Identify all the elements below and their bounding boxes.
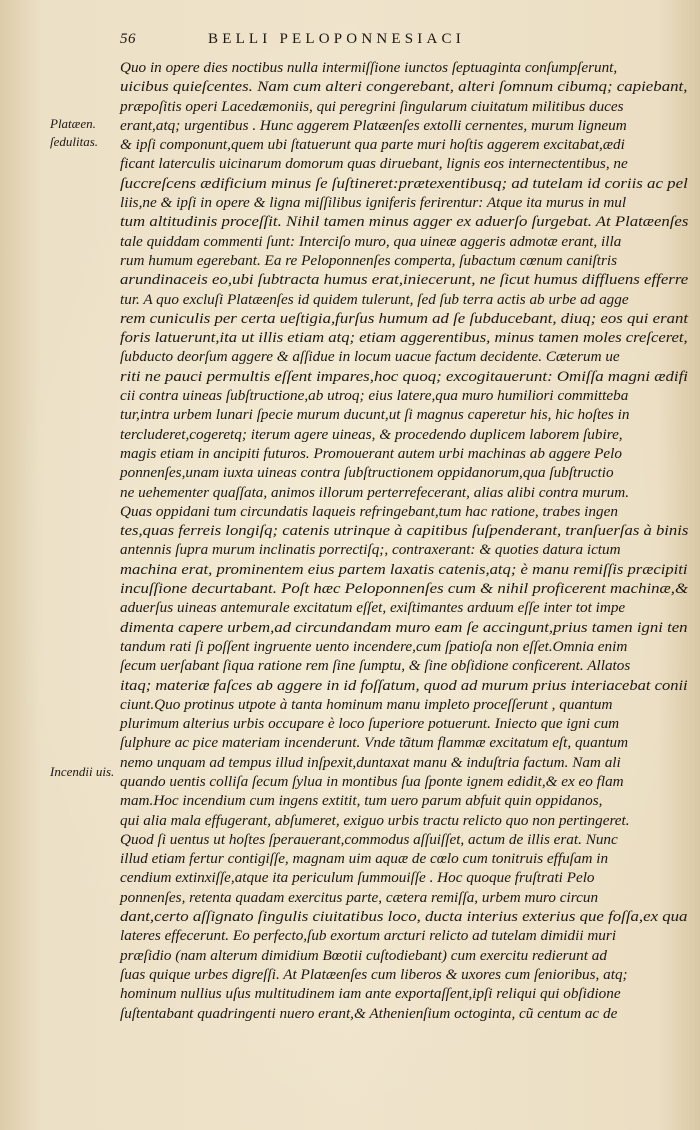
text-line: erant,atq; urgentibus . Hunc aggerem Platæenſes extolli cernentes, murum ligneum bbox=[120, 116, 627, 134]
text-line: præſidio (nam alterum dimidium Bœotii cuſtodiebant) cum exercitu redierunt ad bbox=[120, 946, 607, 964]
text-line: quando uentis colliſa ſecum ſylua in montibus ſua ſponte ignem edidit,& ex eo flam bbox=[120, 772, 624, 790]
text-line: foris latuerunt,ita ut illis etiam atq; etiam aggerentibus, minus tamen moles creſceret, bbox=[120, 329, 688, 347]
text-line: itaq; materiæ faſces ab aggere in id foſſatum, quod ad murum prius interiacebat conii bbox=[120, 676, 688, 694]
text-line: qui alia mala effugerant, abſumeret, exiguo urbis tractu relicto quo non pertingeret. bbox=[120, 811, 630, 829]
text-line: ſuas quique urbes digreſſi. At Platæenſes cum liberos & uxores cum ſenioribus, atq; bbox=[120, 965, 628, 983]
text-line: ſuſtentabant quadringenti nuero erant,& Athenienſium octoginta, cũ centum ac de bbox=[120, 1004, 618, 1022]
text-line: mam.Hoc incendium cum ingens extitit, tum uero parum abfuit quin oppidanos, bbox=[120, 792, 603, 810]
text-line: ſuccreſcens ædificium minus ſe ſuſtineret:prætexentibusq; ad tutelam id coriis ac pel bbox=[120, 174, 688, 192]
text-line: magis etiam in ancipiti futuros. Promouerant autem urbi machinas ab aggere Pelo bbox=[120, 444, 622, 462]
text-line: tur,intra urbem lunari ſpecie murum ducunt,ut ſi magnus caperetur his, hic hoſtes in bbox=[120, 406, 630, 424]
margin-note: Platæen. ſedulitas. bbox=[50, 116, 99, 149]
margin-note: Incendii uis. bbox=[50, 764, 115, 779]
text-line: Quas oppidani tum circundatis laqueis refringebant,tum hac ratione, trabes ingen bbox=[120, 502, 618, 520]
text-line: lateres effecerunt. Eo perfecto,ſub exortum arcturi relicto ad tutelam dimidii muri bbox=[120, 927, 617, 945]
text-line: Quo in opere dies noctibus nulla intermiſſione iunctos ſeptuaginta conſumpſerunt, bbox=[120, 59, 618, 76]
text-line: hominum nullius uſus multitudinem iam ante exportaſſent,ipſi reliqui qui obſidione bbox=[120, 985, 621, 1003]
text-line: tur. A quo excluſi Platæenſes id quidem tulerunt, ſed ſub terra actis ab urbe ad agge bbox=[120, 290, 629, 308]
text-line: antennis ſupra murum inclinatis porrectiſq;, contraxerant: & quoties datura ictum bbox=[120, 541, 621, 559]
text-line: illud etiam fertur contigiſſe, magnam uim aquæ de cœlo cum tonitruis effuſam in bbox=[120, 850, 609, 868]
text-line: Quod ſi uentus ut hoſtes ſperauerant,commodus aſſuiſſet, actum de illis erat. Nunc bbox=[120, 830, 618, 848]
page-header bbox=[120, 31, 688, 53]
text-line: præpoſitis operi Lacedæmoniis, qui peregrini ſingularum ciuitatum militibus duces bbox=[120, 97, 624, 115]
text-line: cii contra uineas ſubſtructione,ab utroq; eius latere,qua muro humiliori committeba bbox=[120, 387, 629, 405]
text-line: ſecum uerſabant ſiqua ratione rem ſine ſumptu, & ſine obſidione conficerent. Allatos bbox=[120, 657, 631, 675]
text-line: ne uehementer quaſſata, animos illorum perterrefecerant, alias alibi contra murum. bbox=[120, 483, 630, 501]
text-line: nemo unquam ad tempus illud inſpexit,duntaxat manu & induſtria factum. Nam ali bbox=[120, 753, 621, 771]
text-line: ficant laterculis uicinarum domorum quas diruebant, lignis eos internectentibus, ne bbox=[120, 155, 628, 173]
text-line: machina erat, prominentem eius partem laxatis catenis,atq; è manu remiſſis præcipiti bbox=[120, 560, 688, 578]
text-line: cendium extinxiſſe,atque ita periculum ſummouiſſe . Hoc quoque fruſtrati Pelo bbox=[120, 869, 595, 887]
text-line: rum humum egerebant. Ea re Peloponnenſes comperta, ſubactum cœnum caniſtris bbox=[120, 251, 618, 269]
text-line: dant,certo aſſignato ſingulis ciuitatibus loco, ducta interius exterius que foſſa,ex qua bbox=[120, 908, 688, 926]
text-line: tum altitudinis proceſſit. Nihil tamen minus agger ex aduerſo ſurgebat. At Platæenſes bbox=[120, 213, 689, 231]
text-line: tercluderet,cogeretq; iterum agere uineas, & procedendo duplicem laborem ſubire, bbox=[120, 425, 623, 443]
text-line: arundinaceis eo,ubi ſubtracta humus erat,iniecerunt, ne ſicut humus diffluens efferre bbox=[120, 271, 689, 289]
text-line: tandum rati ſi poſſent ingruente uento incendere,cum ſpatioſa non eſſet.Omnia enim bbox=[120, 637, 628, 655]
text-line: ponnenſes, retenta quadam exercitus parte, cætera remiſſa, urbem muro circun bbox=[120, 888, 599, 906]
text-line: tale quiddam commenti ſunt: Interciſo muro, qua uineæ aggeris admotæ erant, illa bbox=[120, 232, 622, 250]
running-title: BELLI PELOPONNESIACI bbox=[208, 31, 465, 47]
text-line: ſubducto deorſum aggere & aſſidue in locum uacue factum decidente. Cæterum ue bbox=[120, 348, 620, 366]
body-text bbox=[120, 58, 688, 1023]
text-line: aduerſus uineas antemurale excitatum eſſet, exiſtimantes arduum eſſe inter tot impe bbox=[120, 599, 626, 617]
page-number: 56 bbox=[120, 31, 136, 47]
text-line: ſulphure ac pice materiam incenderunt. Vnde tãtum flammæ excitatum eſt, quantum bbox=[120, 734, 629, 752]
text-line: riti ne pauci permultis eſſent impares,hoc quoq; excogitauerunt: Omiſſa magni ædifi bbox=[120, 367, 688, 385]
text-line: tes,quas ferreis longiſq; catenis utrinque à capitibus ſuſpenderant, tranſuerſas à binis bbox=[120, 522, 689, 540]
text-line: liis,ne & ipſi in opere & ligna miſſilibus igniferis ferirentur: Atque ita murus in mul bbox=[120, 194, 627, 212]
text-line: dimenta capere urbem,ad circundandam muro eam ſe accingunt,prius tamen igni ten bbox=[120, 618, 688, 636]
text-line: incuſſione decurtabant. Poſt hæc Peloponnenſes cum & nihil proficerent machinæ,& bbox=[120, 580, 689, 598]
text-line: ponnenſes,unam iuxta uineas contra ſubſtructionem oppidanorum,qua ſubſtructio bbox=[120, 464, 614, 482]
text-line: & ipſi componunt,quem ubi ſtatuerunt qua parte muri hoſtis aggerem excitabat,ædi bbox=[120, 136, 625, 154]
text-line: plurimum alterius urbis occupare è loco ſuperiore potuerunt. Iniecto que igni cum bbox=[120, 715, 620, 733]
text-line: uicibus quieſcentes. Nam cum alteri congerebant, alteri ſomnum cibumq; capiebant, bbox=[120, 78, 688, 96]
text-line: ciunt.Quo protinus utpote à tanta hominum manu impleto proceſſerunt , quantum bbox=[120, 695, 613, 713]
text-line: rem cuniculis per certa ueſtigia,furſus humum ad ſe ſubducebant, diuq; eos qui erant bbox=[120, 309, 689, 327]
